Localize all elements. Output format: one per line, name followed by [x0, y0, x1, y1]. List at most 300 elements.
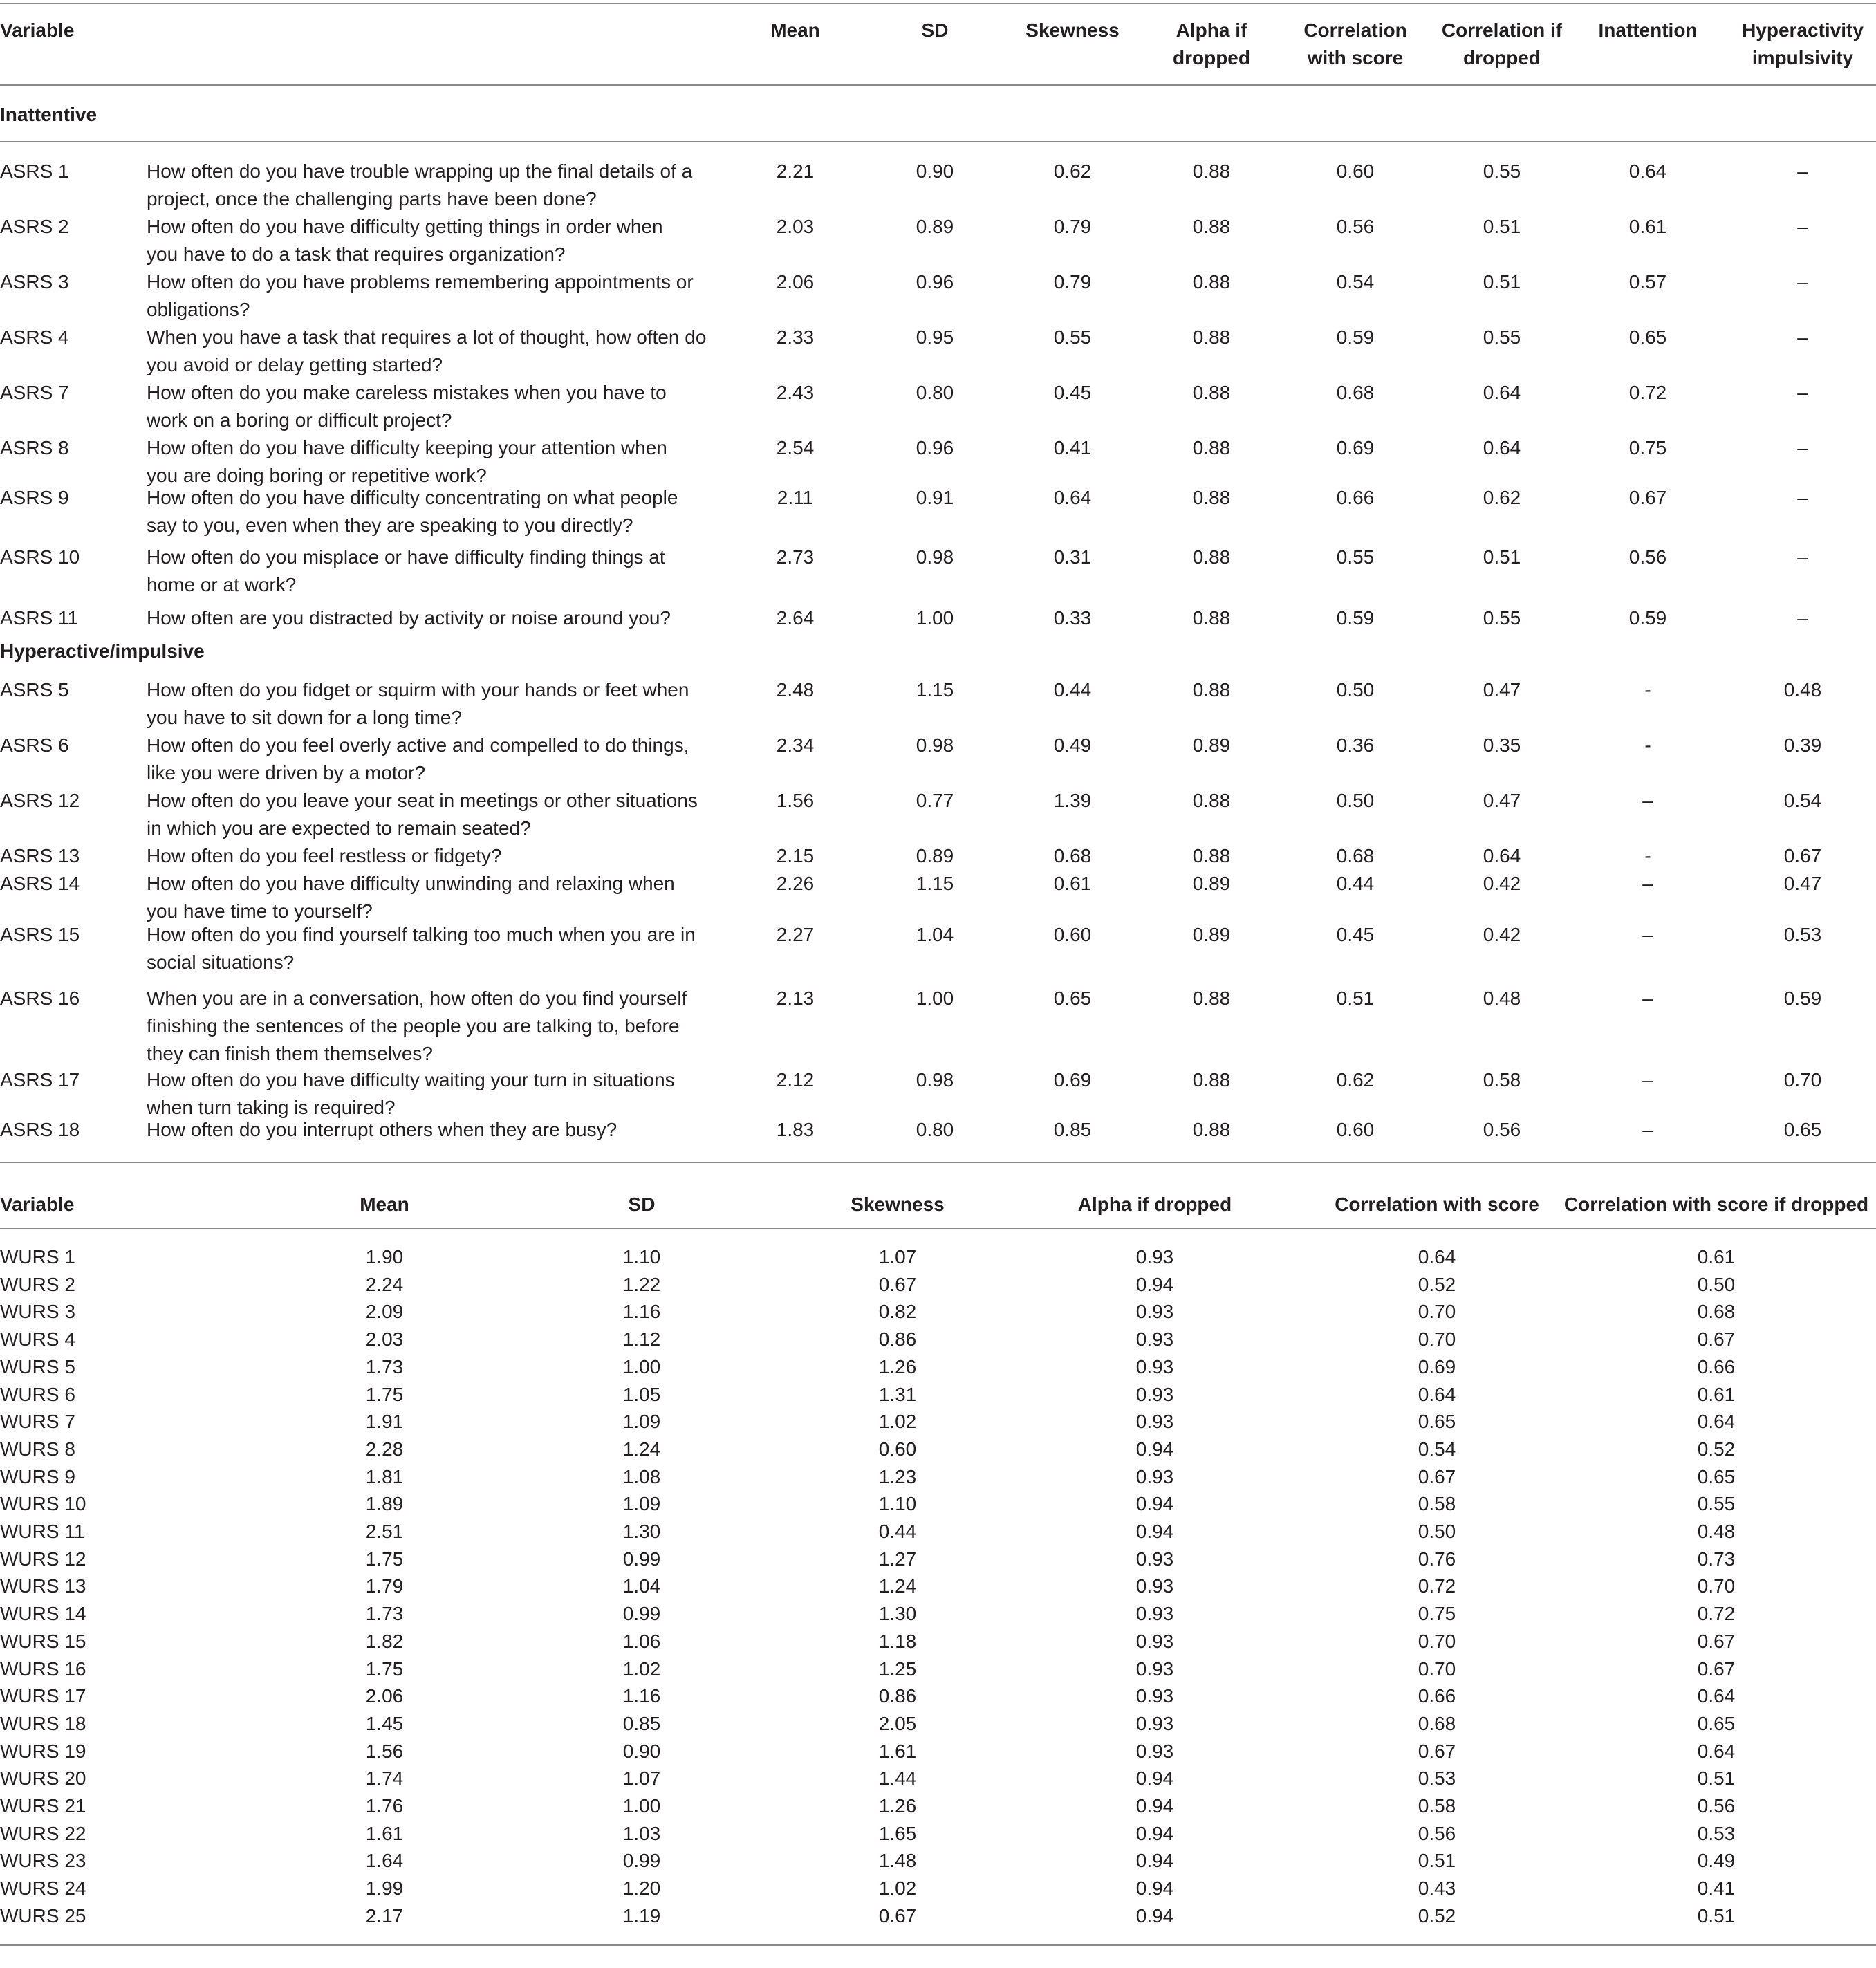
wurs-cell: 1.20 — [622, 1877, 661, 1900]
cell-alpha: 0.88 — [1192, 437, 1231, 458]
cell-sd: 0.90 — [916, 160, 954, 182]
header-mean: Mean — [770, 19, 820, 41]
wurs-cell: 0.52 — [1697, 1438, 1736, 1460]
cell-mean: 2.27 — [776, 924, 815, 945]
wurs-cell: 0.70 — [1418, 1301, 1456, 1323]
cell-mean: 2.26 — [776, 873, 815, 894]
cell-skewness: 0.33 — [1053, 607, 1092, 629]
wurs-row-variable: WURS 21 — [0, 1795, 86, 1817]
wurs-cell: 1.08 — [622, 1465, 661, 1487]
row-variable: ASRS 4 — [0, 326, 69, 348]
header-hyperactivity: impulsivity — [1752, 47, 1854, 68]
wurs-cell: 0.41 — [1697, 1877, 1736, 1900]
cell-correlation-dropped: 0.55 — [1483, 326, 1521, 348]
cell-skewness: 0.49 — [1053, 734, 1092, 756]
cell-correlation-dropped: 0.51 — [1483, 546, 1521, 568]
wurs-cell: 0.93 — [1135, 1630, 1174, 1652]
cell-hyperactivity: 0.47 — [1783, 873, 1822, 894]
wurs-header: Correlation with score — [1335, 1194, 1539, 1215]
wurs-cell: 1.45 — [365, 1712, 404, 1734]
cell-sd: 0.77 — [916, 790, 954, 811]
cell-hyperactivity: – — [1797, 437, 1808, 458]
wurs-cell: 0.69 — [1418, 1355, 1456, 1377]
cell-mean: 1.56 — [776, 790, 815, 811]
row-variable: ASRS 11 — [0, 607, 79, 629]
wurs-cell: 1.16 — [622, 1301, 661, 1323]
cell-hyperactivity: – — [1797, 160, 1808, 182]
row-question: How often do you interrupt others when they are busy? — [147, 1119, 617, 1140]
cell-sd: 0.91 — [916, 487, 954, 508]
cell-correlation-dropped: 0.51 — [1483, 216, 1521, 237]
cell-inattention: – — [1642, 1119, 1653, 1140]
cell-hyperactivity: 0.48 — [1783, 679, 1822, 700]
wurs-cell: 0.53 — [1418, 1767, 1456, 1790]
wurs-cell: 1.74 — [365, 1767, 404, 1790]
cell-skewness: 0.79 — [1053, 216, 1092, 237]
wurs-cell: 1.56 — [365, 1740, 404, 1762]
wurs-cell: 1.03 — [622, 1822, 661, 1844]
cell-alpha: 0.88 — [1192, 1069, 1231, 1090]
row-question: How often do you have problems remembering appointments or — [147, 271, 694, 293]
cell-correlation-dropped: 0.48 — [1483, 987, 1521, 1009]
wurs-cell: 2.03 — [365, 1328, 404, 1350]
cell-mean: 2.12 — [776, 1069, 815, 1090]
wurs-cell: 1.02 — [878, 1411, 917, 1433]
wurs-cell: 0.86 — [878, 1328, 917, 1350]
header-corr_dropped: dropped — [1463, 47, 1541, 68]
cell-correlation: 0.55 — [1336, 546, 1375, 568]
wurs-cell: 1.81 — [365, 1465, 404, 1487]
cell-correlation: 0.51 — [1336, 987, 1375, 1009]
cell-alpha: 0.88 — [1192, 987, 1231, 1009]
cell-inattention: 0.65 — [1628, 326, 1667, 348]
wurs-cell: 1.16 — [622, 1685, 661, 1707]
wurs-cell: 1.90 — [365, 1246, 404, 1268]
wurs-cell: 1.75 — [365, 1548, 404, 1570]
wurs-row-variable: WURS 15 — [0, 1630, 86, 1652]
wurs-cell: 0.58 — [1418, 1493, 1456, 1515]
wurs-cell: 0.93 — [1135, 1301, 1174, 1323]
cell-correlation: 0.45 — [1336, 924, 1375, 945]
wurs-cell: 1.26 — [878, 1355, 917, 1377]
cell-skewness: 1.39 — [1053, 790, 1092, 811]
cell-skewness: 0.64 — [1053, 487, 1092, 508]
cell-mean: 2.64 — [776, 607, 815, 629]
cell-alpha: 0.88 — [1192, 160, 1231, 182]
wurs-cell: 1.02 — [622, 1658, 661, 1680]
wurs-cell: 1.09 — [622, 1411, 661, 1433]
wurs-row-variable: WURS 12 — [0, 1548, 86, 1570]
cell-inattention: - — [1644, 734, 1651, 756]
cell-skewness: 0.60 — [1053, 924, 1092, 945]
cell-correlation-dropped: 0.47 — [1483, 679, 1521, 700]
row-variable: ASRS 14 — [0, 873, 80, 894]
wurs-cell: 2.09 — [365, 1301, 404, 1323]
cell-sd: 0.89 — [916, 216, 954, 237]
cell-alpha: 0.89 — [1192, 873, 1231, 894]
cell-hyperactivity: 0.53 — [1783, 924, 1822, 945]
wurs-cell: 2.51 — [365, 1521, 404, 1542]
cell-skewness: 0.41 — [1053, 437, 1092, 458]
cell-inattention: 0.57 — [1628, 271, 1667, 293]
wurs-cell: 1.76 — [365, 1795, 404, 1817]
cell-alpha: 0.88 — [1192, 1119, 1231, 1140]
wurs-cell: 1.07 — [622, 1767, 661, 1790]
cell-alpha: 0.88 — [1192, 790, 1231, 811]
row-question: in which you are expected to remain seated? — [147, 817, 531, 839]
cell-sd: 0.96 — [916, 271, 954, 293]
wurs-cell: 0.93 — [1135, 1465, 1174, 1487]
cell-alpha: 0.88 — [1192, 679, 1231, 700]
wurs-header: Correlation with score if dropped — [1563, 1194, 1869, 1215]
wurs-cell: 1.06 — [622, 1630, 661, 1652]
cell-inattention: – — [1642, 873, 1653, 894]
row-variable: ASRS 6 — [0, 734, 69, 756]
row-question: like you were driven by a motor? — [147, 762, 426, 783]
wurs-cell: 0.64 — [1697, 1685, 1736, 1707]
cell-mean: 2.15 — [776, 845, 815, 866]
wurs-cell: 0.65 — [1697, 1712, 1736, 1734]
wurs-cell: 0.93 — [1135, 1355, 1174, 1377]
wurs-cell: 0.67 — [878, 1273, 917, 1295]
cell-correlation: 0.59 — [1336, 607, 1375, 629]
wurs-cell: 1.31 — [878, 1383, 917, 1405]
cell-mean: 2.48 — [776, 679, 815, 700]
row-variable: ASRS 2 — [0, 216, 69, 237]
row-question: work on a boring or difficult project? — [147, 409, 452, 431]
row-question: you have time to yourself? — [147, 900, 373, 922]
wurs-row-variable: WURS 19 — [0, 1740, 86, 1762]
wurs-cell: 0.86 — [878, 1685, 917, 1707]
wurs-cell: 0.56 — [1418, 1822, 1456, 1844]
wurs-header: SD — [628, 1194, 656, 1215]
header-bottom-rule — [0, 84, 1876, 86]
cell-hyperactivity: – — [1797, 216, 1808, 237]
row-question: you have to do a task that requires organization? — [147, 243, 566, 265]
row-variable: ASRS 5 — [0, 679, 69, 700]
wurs-cell: 0.61 — [1697, 1383, 1736, 1405]
cell-correlation-dropped: 0.55 — [1483, 160, 1521, 182]
wurs-cell: 1.30 — [878, 1603, 917, 1625]
wurs-cell: 0.67 — [1697, 1658, 1736, 1680]
wurs-cell: 0.53 — [1697, 1822, 1736, 1844]
cell-mean: 2.54 — [776, 437, 815, 458]
wurs-cell: 0.50 — [1418, 1521, 1456, 1542]
wurs-cell: 0.65 — [1697, 1465, 1736, 1487]
row-question: How often do you make careless mistakes when you have to — [147, 382, 667, 403]
wurs-row-variable: WURS 4 — [0, 1328, 75, 1350]
wurs-cell: 0.65 — [1418, 1411, 1456, 1433]
row-question: they can finish them themselves? — [147, 1043, 433, 1064]
section-title: Inattentive — [0, 104, 97, 125]
cell-correlation: 0.36 — [1336, 734, 1375, 756]
wurs-cell: 0.99 — [622, 1603, 661, 1625]
wurs-cell: 0.94 — [1135, 1904, 1174, 1927]
wurs-cell: 0.94 — [1135, 1822, 1174, 1844]
wurs-cell: 0.94 — [1135, 1850, 1174, 1872]
row-variable: ASRS 9 — [0, 487, 69, 508]
cell-alpha: 0.88 — [1192, 607, 1231, 629]
row-variable: ASRS 12 — [0, 790, 80, 811]
wurs-cell: 1.89 — [365, 1493, 404, 1515]
cell-correlation: 0.44 — [1336, 873, 1375, 894]
cell-correlation-dropped: 0.35 — [1483, 734, 1521, 756]
cell-alpha: 0.88 — [1192, 216, 1231, 237]
row-question: When you have a task that requires a lot of thought, how often do — [147, 326, 707, 348]
cell-skewness: 0.68 — [1053, 845, 1092, 866]
cell-sd: 0.96 — [916, 437, 954, 458]
section-title: Hyperactive/impulsive — [0, 640, 205, 662]
wurs-cell: 0.94 — [1135, 1877, 1174, 1900]
cell-hyperactivity: 0.70 — [1783, 1069, 1822, 1090]
header-alpha: dropped — [1173, 47, 1250, 68]
cell-skewness: 0.85 — [1053, 1119, 1092, 1140]
row-question: you avoid or delay getting started? — [147, 354, 443, 375]
cell-correlation: 0.50 — [1336, 679, 1375, 700]
wurs-cell: 0.93 — [1135, 1246, 1174, 1268]
wurs-cell: 0.93 — [1135, 1548, 1174, 1570]
wurs-row-variable: WURS 9 — [0, 1465, 75, 1487]
wurs-cell: 0.93 — [1135, 1575, 1174, 1597]
cell-mean: 2.06 — [776, 271, 815, 293]
wurs-cell: 1.99 — [365, 1877, 404, 1900]
wurs-row-variable: WURS 20 — [0, 1767, 86, 1790]
row-question: How often do you have difficulty getting things in order when — [147, 216, 663, 237]
row-variable: ASRS 3 — [0, 271, 69, 293]
wurs-header: Alpha if dropped — [1077, 1194, 1232, 1215]
row-question: How often do you have difficulty waiting your turn in situations — [147, 1069, 675, 1090]
cell-alpha: 0.89 — [1192, 734, 1231, 756]
cell-hyperactivity: – — [1797, 382, 1808, 403]
cell-skewness: 0.31 — [1053, 546, 1092, 568]
row-question: How often do you have difficulty unwinding and relaxing when — [147, 873, 675, 894]
cell-inattention: - — [1644, 679, 1651, 700]
wurs-cell: 1.82 — [365, 1630, 404, 1652]
wurs-cell: 0.76 — [1418, 1548, 1456, 1570]
wurs-row-variable: WURS 1 — [0, 1246, 75, 1268]
wurs-cell: 0.93 — [1135, 1740, 1174, 1762]
row-variable: ASRS 16 — [0, 987, 80, 1009]
cell-mean: 2.33 — [776, 326, 815, 348]
cell-correlation: 0.68 — [1336, 845, 1375, 866]
cell-correlation-dropped: 0.64 — [1483, 382, 1521, 403]
wurs-cell: 1.10 — [878, 1493, 917, 1515]
wurs-cell: 0.93 — [1135, 1411, 1174, 1433]
row-question: How often do you feel overly active and compelled to do things, — [147, 734, 689, 756]
cell-sd: 1.15 — [916, 679, 954, 700]
cell-inattention: 0.56 — [1628, 546, 1667, 568]
wurs-cell: 0.82 — [878, 1301, 917, 1323]
cell-alpha: 0.88 — [1192, 326, 1231, 348]
wurs-cell: 0.58 — [1418, 1795, 1456, 1817]
wurs-cell: 1.75 — [365, 1658, 404, 1680]
wurs-cell: 0.44 — [878, 1521, 917, 1542]
wurs-cell: 0.90 — [622, 1740, 661, 1762]
wurs-cell: 0.43 — [1418, 1877, 1456, 1900]
wurs-row-variable: WURS 17 — [0, 1685, 86, 1707]
wurs-row-variable: WURS 24 — [0, 1877, 86, 1900]
wurs-cell: 2.24 — [365, 1273, 404, 1295]
row-question: when turn taking is required? — [147, 1097, 396, 1118]
cell-skewness: 0.55 — [1053, 326, 1092, 348]
cell-correlation-dropped: 0.42 — [1483, 924, 1521, 945]
wurs-cell: 1.26 — [878, 1795, 917, 1817]
wurs-header-variable: Variable — [0, 1194, 75, 1215]
cell-hyperactivity: 0.39 — [1783, 734, 1822, 756]
cell-correlation-dropped: 0.64 — [1483, 437, 1521, 458]
cell-correlation: 0.54 — [1336, 271, 1375, 293]
wurs-cell: 0.93 — [1135, 1712, 1174, 1734]
wurs-row-variable: WURS 23 — [0, 1850, 86, 1872]
wurs-bottom-rule — [0, 1944, 1876, 1946]
wurs-cell: 0.70 — [1418, 1630, 1456, 1652]
wurs-cell: 1.65 — [878, 1822, 917, 1844]
cell-inattention: 0.67 — [1628, 487, 1667, 508]
wurs-cell: 1.23 — [878, 1465, 917, 1487]
header-hyperactivity: Hyperactivity — [1742, 19, 1864, 41]
cell-hyperactivity: 0.65 — [1783, 1119, 1822, 1140]
cell-mean: 1.83 — [776, 1119, 815, 1140]
wurs-cell: 1.61 — [878, 1740, 917, 1762]
wurs-cell: 0.67 — [1697, 1328, 1736, 1350]
wurs-cell: 0.67 — [1418, 1740, 1456, 1762]
cell-sd: 1.04 — [916, 924, 954, 945]
wurs-cell: 0.50 — [1697, 1273, 1736, 1295]
wurs-cell: 0.94 — [1135, 1767, 1174, 1790]
cell-sd: 0.98 — [916, 1069, 954, 1090]
wurs-cell: 0.67 — [1418, 1465, 1456, 1487]
cell-correlation-dropped: 0.51 — [1483, 271, 1521, 293]
cell-correlation: 0.50 — [1336, 790, 1375, 811]
cell-inattention: – — [1642, 924, 1653, 945]
cell-alpha: 0.88 — [1192, 487, 1231, 508]
cell-mean: 2.03 — [776, 216, 815, 237]
cell-hyperactivity: 0.59 — [1783, 987, 1822, 1009]
cell-mean: 2.11 — [777, 487, 814, 508]
cell-correlation: 0.60 — [1336, 160, 1375, 182]
row-question: How often do you find yourself talking too much when you are in — [147, 924, 696, 945]
wurs-row-variable: WURS 10 — [0, 1493, 86, 1515]
row-question: project, once the challenging parts have been done? — [147, 188, 597, 210]
wurs-cell: 1.44 — [878, 1767, 917, 1790]
cell-correlation: 0.66 — [1336, 487, 1375, 508]
row-question: social situations? — [147, 951, 295, 973]
cell-skewness: 0.45 — [1053, 382, 1092, 403]
cell-hyperactivity: – — [1797, 546, 1808, 568]
wurs-cell: 1.24 — [878, 1575, 917, 1597]
row-question: How often do you fidget or squirm with your hands or feet when — [147, 679, 689, 700]
row-variable: ASRS 7 — [0, 382, 69, 403]
cell-inattention: – — [1642, 790, 1653, 811]
wurs-cell: 2.17 — [365, 1904, 404, 1927]
wurs-header: Mean — [360, 1194, 409, 1215]
wurs-cell: 0.94 — [1135, 1521, 1174, 1542]
cell-sd: 0.80 — [916, 382, 954, 403]
wurs-row-variable: WURS 2 — [0, 1273, 75, 1295]
cell-alpha: 0.88 — [1192, 845, 1231, 866]
cell-sd: 0.98 — [916, 734, 954, 756]
header-corr: with score — [1307, 47, 1404, 68]
wurs-cell: 0.48 — [1697, 1521, 1736, 1542]
wurs-cell: 1.10 — [622, 1246, 661, 1268]
wurs-cell: 1.91 — [365, 1411, 404, 1433]
cell-skewness: 0.69 — [1053, 1069, 1092, 1090]
cell-hyperactivity: 0.67 — [1783, 845, 1822, 866]
wurs-row-variable: WURS 7 — [0, 1411, 75, 1433]
wurs-header: Skewness — [851, 1194, 945, 1215]
cell-skewness: 0.62 — [1053, 160, 1092, 182]
cell-sd: 0.80 — [916, 1119, 954, 1140]
cell-correlation: 0.60 — [1336, 1119, 1375, 1140]
cell-sd: 0.98 — [916, 546, 954, 568]
wurs-cell: 1.30 — [622, 1521, 661, 1542]
wurs-row-variable: WURS 25 — [0, 1904, 86, 1927]
cell-skewness: 0.44 — [1053, 679, 1092, 700]
wurs-cell: 2.05 — [878, 1712, 917, 1734]
cell-correlation-dropped: 0.47 — [1483, 790, 1521, 811]
wurs-cell: 0.66 — [1697, 1355, 1736, 1377]
cell-correlation-dropped: 0.55 — [1483, 607, 1521, 629]
cell-sd: 1.15 — [916, 873, 954, 894]
cell-correlation: 0.69 — [1336, 437, 1375, 458]
wurs-cell: 0.99 — [622, 1548, 661, 1570]
row-question: How often do you misplace or have difficulty finding things at — [147, 546, 665, 568]
wurs-cell: 0.93 — [1135, 1603, 1174, 1625]
wurs-cell: 1.18 — [878, 1630, 917, 1652]
cell-inattention: – — [1642, 1069, 1653, 1090]
cell-inattention: 0.72 — [1628, 382, 1667, 403]
wurs-cell: 1.07 — [878, 1246, 917, 1268]
wurs-cell: 1.00 — [622, 1795, 661, 1817]
wurs-cell: 0.94 — [1135, 1438, 1174, 1460]
cell-inattention: 0.75 — [1628, 437, 1667, 458]
wurs-cell: 0.67 — [1697, 1630, 1736, 1652]
wurs-cell: 0.85 — [622, 1712, 661, 1734]
cell-mean: 2.13 — [776, 987, 815, 1009]
cell-correlation: 0.59 — [1336, 326, 1375, 348]
row-question: How often do you have trouble wrapping up the final details of a — [147, 160, 693, 182]
row-variable: ASRS 1 — [0, 160, 69, 182]
row-variable: ASRS 17 — [0, 1069, 80, 1090]
wurs-row-variable: WURS 13 — [0, 1575, 86, 1597]
row-question: How often do you feel restless or fidgety? — [147, 845, 502, 866]
wurs-cell: 1.79 — [365, 1575, 404, 1597]
row-question: you are doing boring or repetitive work? — [147, 465, 487, 486]
row-question: How often do you have difficulty concentrating on what people — [147, 487, 678, 508]
wurs-cell: 0.51 — [1697, 1767, 1736, 1790]
cell-mean: 2.73 — [776, 546, 815, 568]
wurs-cell: 0.52 — [1418, 1273, 1456, 1295]
wurs-row-variable: WURS 22 — [0, 1822, 86, 1844]
wurs-cell: 1.64 — [365, 1850, 404, 1872]
wurs-row-variable: WURS 6 — [0, 1383, 75, 1405]
cell-mean: 2.43 — [776, 382, 815, 403]
wurs-cell: 1.61 — [365, 1822, 404, 1844]
wurs-cell: 0.99 — [622, 1850, 661, 1872]
row-question: How often do you leave your seat in meetings or other situations — [147, 790, 698, 811]
wurs-cell: 0.70 — [1697, 1575, 1736, 1597]
cell-alpha: 0.89 — [1192, 924, 1231, 945]
wurs-cell: 1.27 — [878, 1548, 917, 1570]
wurs-cell: 0.72 — [1418, 1575, 1456, 1597]
cell-correlation-dropped: 0.62 — [1483, 487, 1521, 508]
cell-hyperactivity: – — [1797, 271, 1808, 293]
cell-correlation: 0.56 — [1336, 216, 1375, 237]
wurs-cell: 1.04 — [622, 1575, 661, 1597]
cell-inattention: – — [1642, 987, 1653, 1009]
cell-sd: 0.95 — [916, 326, 954, 348]
cell-correlation: 0.62 — [1336, 1069, 1375, 1090]
